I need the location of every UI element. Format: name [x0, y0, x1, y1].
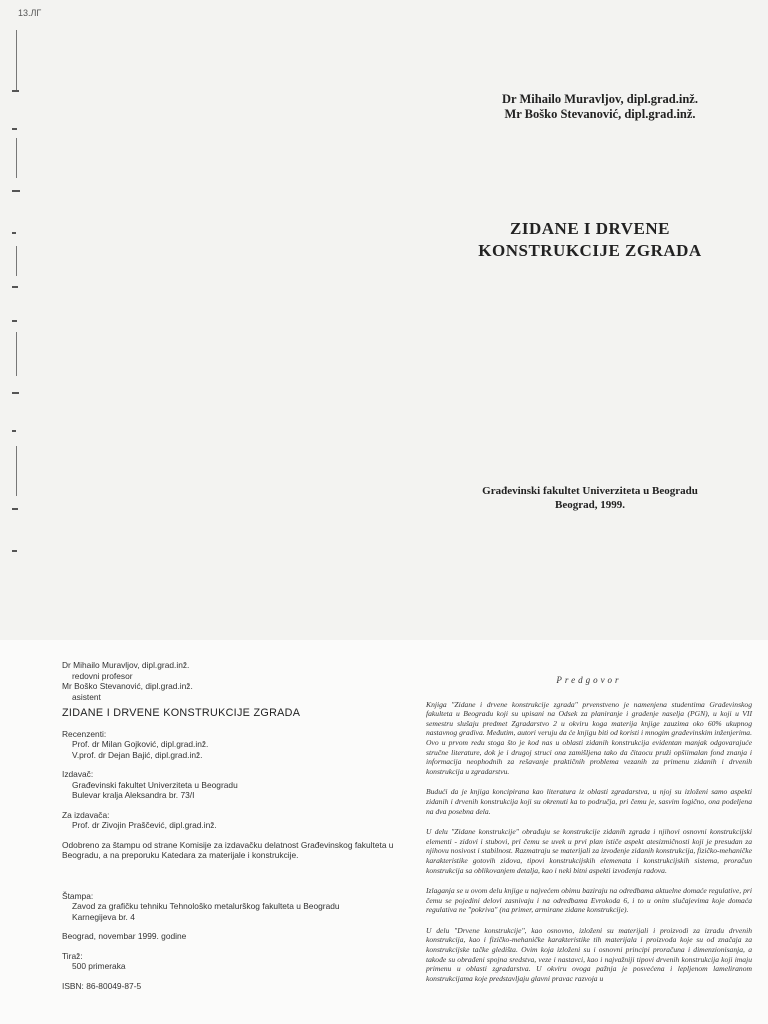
cover-publisher — [440, 484, 740, 512]
cover-author-2: Mr Boško Stevanović, dipl.grad.inž. — [504, 107, 696, 121]
imprint-publisher-label: Izdavač: — [62, 769, 94, 779]
imprint-title: ZIDANE I DRVENE KONSTRUKCIJE ZGRADA — [62, 707, 301, 719]
imprint-publisher-line-1: Građevinski fakultet Univerziteta u Beogradu — [72, 779, 238, 790]
imprint-print-label: Štampa: — [62, 890, 94, 901]
imprint-reviewers-label: Recenzenti: — [62, 728, 107, 739]
imprint-reviewer-1: Prof. dr Milan Gojković, dipl.grad.inž. — [72, 739, 209, 749]
preface-paragraph-1: Knjiga "Zidane i drvene konstrukcije zgrada" prvenstveno je namenjena studentima Građevinskog fakulteta u Beogradu koji su upisani na Odsek za planiranje i građenje naselja (PGN), u koji u VII semestru slušaju predmet Zgradarstvo 2 u okviru koga materija knjige zauzima oko 60% ukupnog nastavnog gradiva. Međutim, autori veruju da će knjigu biti od koristi i mnogim građevinskim inženjerima. Ovo u prvom redu stoga što je kod nas u oblasti zidanih konstrukcija evidentan manjak odgovarajuće stručne literature, dok je i drugoj struci ona zamišljena tako da čitaocu pruži opšiimalan fond znanja i informacija neophodnih za rešavanje praktičnih problema vezanih za primenu zidanih i drvenih konstrukcija u zgradarstvu. — [426, 699, 752, 776]
imprint-print — [62, 891, 402, 923]
imprint-approval: Odobreno za štampu od strane Komisije za izdavačku delatnost Građevinskog fakulteta u Beogradu, a na preporuku Katedara za materijale i konstrukcije. — [62, 839, 394, 860]
imprint-run-label: Tiraž: — [62, 950, 83, 961]
imprint-author-1: Dr Mihailo Muravljov, dipl.grad.inž. — [62, 660, 190, 670]
imprint-block — [62, 660, 402, 991]
imprint-print-line-1: Zavod za grafičku tehniku Tehnološko metalurškog fakulteta u Beogradu — [72, 901, 340, 911]
imprint-author-2-role: asistent — [72, 691, 101, 702]
preface-paragraph-5: U delu "Drvene konstrukcije", kao osnovno, izloženi su materijali i proizvodi za izradu drvenih konstrukcija, kao i fizičko-mehaničke karakteristike tih materijala i proizvoda koje su od značaja za konstrukcijske tačke gledišta. Ovim koja izloženi su i osnovni principi proračuna i dimenzionisanja, a takođe su obrađeni spojna sredstva, veze i nastavci, kao i najvažniji tipovi drvenih konstrukcija koji imaju primenu u oblasti zgradarstva. U okviru ovoga pažnja je posvećena i lepljenom lameliranom konstrukcijama koje predstavljaju glavni pravac razvoja u — [426, 925, 752, 983]
imprint-print-line-2: Karnegijeva br. 4 — [72, 911, 135, 922]
imprint-for-publisher-name: Prof. dr Zivojin Praščević, dipl.grad.inž. — [72, 820, 217, 830]
imprint-isbn: ISBN: 86-80049-87-5 — [62, 980, 142, 991]
imprint-for-publisher — [62, 810, 402, 831]
imprint-author-1-role: redovni profesor — [72, 670, 133, 681]
preface-paragraph-2: Budući da je knjiga koncipirana kao literatura iz oblasti zgradarstva, u njoj su izloženi samo aspekti zidanih i drvenih konstrukcija koji su okrenuti ka to područja, pri čemu je, sasvim logično, ona podeljena na dva posebna dela. — [426, 787, 752, 816]
cover-publisher-line-1: Građevinski fakultet Univerziteta u Beogradu — [482, 485, 698, 497]
preface-title: Predgovor — [556, 675, 622, 685]
scan-corner-mark: 13.ЛГ — [18, 8, 42, 18]
cover-author-1: Dr Mihailo Muravljov, dipl.grad.inž. — [502, 92, 698, 106]
cover-title-line-1: ZIDANE I DRVENE — [510, 219, 670, 238]
spine-binding-marks — [12, 20, 24, 580]
imprint-run — [62, 951, 402, 972]
preface-paragraph-3: U delu "Zidane konstrukcije" obrađuju se konstrukcije zidanih zgrada i njihovi osnovni konstrukcijski elementi - zidovi i stubovi, pri čemu se uvek u prvi plan ističe aspekt atesizmičnosti koji je presudan za njihovu nosivost i stabilnost. Razmatraju se materijali za izvođenje zidanih konstrukcija, fizičko-mehaničke karakteristike gotovih zidova, tipovi konstrukcijskih elemenata i konstrukcijskih sistema, proračun konstrukcija sa oblikovanjem detalja, kao i neki bitni aspekti izvođenja radova. — [426, 827, 752, 875]
preface-block — [426, 676, 752, 994]
cover-title — [440, 218, 740, 262]
imprint-run-value: 500 primeraka — [72, 961, 126, 971]
imprint-reviewer-2: V.prof. dr Dejan Bajić, dipl.grad.inž. — [72, 749, 203, 760]
imprint-date: Beograd, novembar 1999. godine — [62, 931, 187, 941]
preface-paragraph-4: Izlaganja se u ovom delu knjige u najvećem obimu baziraju na odredbama aktuelne domaće regulative, pri čemu se pojedini delovi zasnivaju i na odredbama Evrokoda 6, i to u onim slučajevima koje domaća regulativa ne "pokriva" (na primer, armirane zidane konstrukcije). — [426, 886, 752, 915]
cover-publisher-line-2: Beograd, 1999. — [555, 499, 625, 511]
cover-title-line-2: KONSTRUKCIJE ZGRADA — [478, 241, 702, 260]
imprint-reviewers — [62, 729, 402, 761]
imprint-for-publisher-label: Za izdavača: — [62, 809, 110, 820]
cover-authors — [470, 92, 730, 122]
imprint-publisher-line-2: Bulevar kralja Aleksandra br. 73/I — [72, 790, 195, 800]
imprint-publisher — [62, 769, 402, 801]
imprint-author-2: Mr Boško Stevanović, dipl.grad.inž. — [62, 681, 193, 691]
